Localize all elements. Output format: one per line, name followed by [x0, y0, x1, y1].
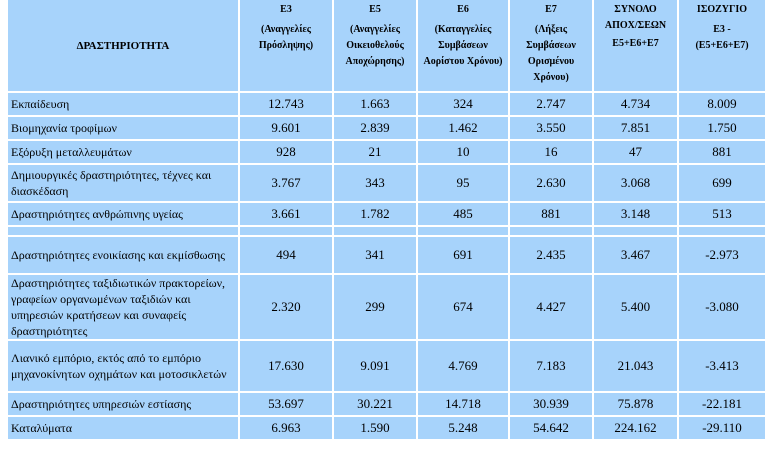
activity-name-cell: Εκπαίδευση: [8, 93, 240, 117]
separator-row: [8, 227, 767, 237]
value-cell: 881: [510, 203, 594, 227]
value-cell: 3.661: [240, 203, 334, 227]
value-cell: 343: [334, 165, 418, 203]
value-cell: 47: [594, 141, 679, 165]
col-header-e5: [334, 0, 418, 93]
value-cell: 2.747: [510, 93, 594, 117]
col-header-total: [594, 0, 679, 93]
value-cell: 4.427: [510, 275, 594, 341]
value-cell: 1.782: [334, 203, 418, 227]
col-header-e3: [240, 0, 334, 93]
col-code: E7: [545, 4, 557, 15]
value-cell: 4.769: [418, 341, 510, 393]
activity-name-cell: Βιομηχανία τροφίμων: [8, 117, 240, 141]
activity-name-cell: Δημιουργικές δραστηριότητες, τέχνες και διασκέδαση: [8, 165, 240, 203]
value-cell: 674: [418, 275, 510, 341]
value-cell: 3.767: [240, 165, 334, 203]
activity-name-cell: Καταλύματα: [8, 417, 240, 441]
col-code: ΣΥΝΟΛΟ ΑΠΟΧ/ΣΕΩΝ: [604, 4, 667, 31]
value-cell: 691: [418, 237, 510, 275]
value-cell: 6.963: [240, 417, 334, 441]
table-row: [8, 93, 767, 117]
table-row: [8, 341, 767, 393]
value-cell: 2.435: [510, 237, 594, 275]
value-cell: 5.248: [418, 417, 510, 441]
value-cell: 8.009: [679, 93, 767, 117]
value-cell: -3.080: [679, 275, 767, 341]
value-cell: 3.550: [510, 117, 594, 141]
col-code: E5: [369, 4, 381, 15]
group-separator: [8, 227, 767, 237]
value-cell: 95: [418, 165, 510, 203]
table-row: [8, 165, 767, 203]
employment-flows-table: [8, 0, 767, 441]
value-cell: 17.630: [240, 341, 334, 393]
value-cell: 928: [240, 141, 334, 165]
activity-name-cell: Δραστηριότητες υπηρεσιών εστίασης: [8, 393, 240, 417]
table-row: [8, 275, 767, 341]
value-cell: 12.743: [240, 93, 334, 117]
activity-name-cell: Λιανικό εμπόριο, εκτός από το εμπόριο μηχανοκίνητων οχημάτων και μοτοσικλετών: [8, 341, 240, 393]
col-desc: E5+E6+E7: [612, 38, 659, 49]
value-cell: 3.068: [594, 165, 679, 203]
value-cell: 1.590: [334, 417, 418, 441]
table-group-negative: [8, 237, 767, 441]
value-cell: 4.734: [594, 93, 679, 117]
value-cell: 7.183: [510, 341, 594, 393]
value-cell: 324: [418, 93, 510, 117]
col-desc: (Αναγγελίες Πρόσληψης): [258, 24, 314, 51]
header-row: [8, 0, 767, 93]
value-cell: 3.148: [594, 203, 679, 227]
value-cell: 3.467: [594, 237, 679, 275]
table-row: [8, 393, 767, 417]
value-cell: 75.878: [594, 393, 679, 417]
value-cell: 5.400: [594, 275, 679, 341]
col-header-e6: [418, 0, 510, 93]
value-cell: 1.750: [679, 117, 767, 141]
col-desc: (Λήξεις Συμβάσεων Ορισμένου Χρόνου): [526, 24, 576, 83]
value-cell: 2.630: [510, 165, 594, 203]
value-cell: 513: [679, 203, 767, 227]
col-header-balance: [679, 0, 767, 93]
activity-name-cell: Δραστηριότητες ενοικίασης και εκμίσθωσης: [8, 237, 240, 275]
value-cell: 1.462: [418, 117, 510, 141]
col-desc: (Καταγγελίες Συμβάσεων Αορίστου Χρόνου): [423, 24, 503, 67]
value-cell: 341: [334, 237, 418, 275]
value-cell: 699: [679, 165, 767, 203]
col-code: E6: [457, 4, 469, 15]
value-cell: 7.851: [594, 117, 679, 141]
value-cell: -29.110: [679, 417, 767, 441]
value-cell: 9.601: [240, 117, 334, 141]
activity-name-cell: Εξόρυξη μεταλλευμάτων: [8, 141, 240, 165]
value-cell: 485: [418, 203, 510, 227]
activity-header: ΔΡΑΣΤΗΡΙΟΤΗΤΑ: [8, 0, 240, 93]
value-cell: 21: [334, 141, 418, 165]
table-row: [8, 237, 767, 275]
value-cell: 30.221: [334, 393, 418, 417]
col-header-e7: [510, 0, 594, 93]
value-cell: 299: [334, 275, 418, 341]
value-cell: 224.162: [594, 417, 679, 441]
value-cell: 53.697: [240, 393, 334, 417]
value-cell: 881: [679, 141, 767, 165]
activity-name-cell: Δραστηριότητες ταξιδιωτικών πρακτορείων, γραφείων οργανωμένων ταξιδιών και υπηρεσιών κρατήσεων και συναφείς δραστηριότητες: [8, 275, 240, 341]
value-cell: 16: [510, 141, 594, 165]
table-row: [8, 203, 767, 227]
value-cell: 494: [240, 237, 334, 275]
col-code: E3: [280, 4, 292, 15]
value-cell: 2.320: [240, 275, 334, 341]
col-desc: (Αναγγελίες Οικειοθελούς Αποχώρησης): [345, 24, 405, 67]
table-row: [8, 117, 767, 141]
table-group-positive: [8, 93, 767, 227]
col-desc: E3 - (E5+E6+E7): [695, 24, 749, 51]
value-cell: -3.413: [679, 341, 767, 393]
value-cell: 30.939: [510, 393, 594, 417]
value-cell: 54.642: [510, 417, 594, 441]
value-cell: 21.043: [594, 341, 679, 393]
value-cell: 2.839: [334, 117, 418, 141]
value-cell: -22.181: [679, 393, 767, 417]
table-row: [8, 417, 767, 441]
value-cell: 10: [418, 141, 510, 165]
value-cell: 1.663: [334, 93, 418, 117]
activity-name-cell: Δραστηριότητες ανθρώπινης υγείας: [8, 203, 240, 227]
value-cell: -2.973: [679, 237, 767, 275]
value-cell: 9.091: [334, 341, 418, 393]
col-code: ΙΣΟΖΥΓΙΟ: [696, 4, 748, 15]
table-row: [8, 141, 767, 165]
value-cell: 14.718: [418, 393, 510, 417]
